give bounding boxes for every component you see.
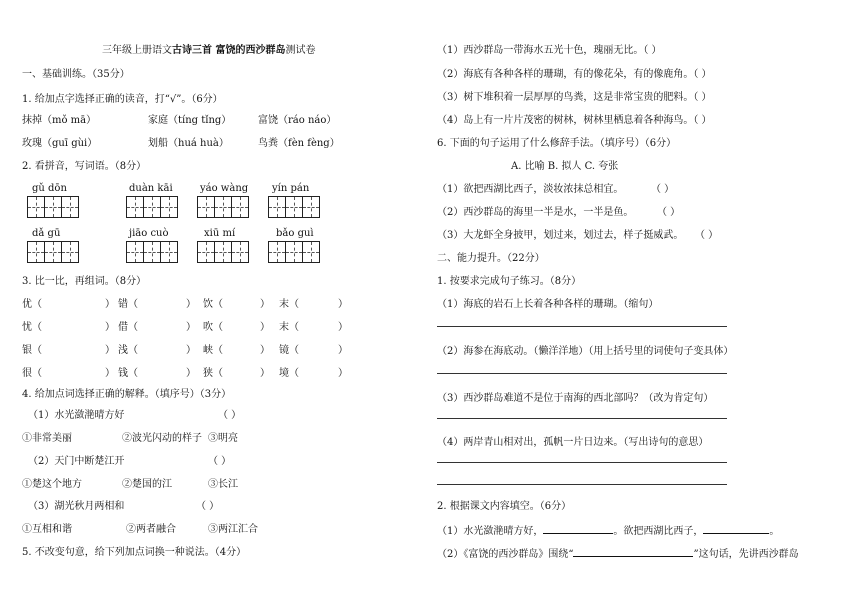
q3-blank[interactable]: ） <box>338 345 348 356</box>
q3-char: 吹（ <box>203 322 223 333</box>
p2-text: （1）水光潋滟晴方好， <box>437 526 544 537</box>
q3-char: 错（ <box>118 299 138 310</box>
p2-text: （2）《富饶的西沙群岛》围绕“ <box>437 549 574 560</box>
q1-pinyin-option[interactable]: （ráo náo） <box>278 115 337 126</box>
p1-item: （4）两岸青山相对出，孤帆一片日边来。（写出诗句的意思） <box>437 437 709 448</box>
q4-sentence: （2）天门中断楚江开 <box>28 456 125 467</box>
q3-blank[interactable]: ） <box>186 345 196 356</box>
answer-line[interactable] <box>437 462 727 463</box>
q4-option[interactable]: ②两者融合 <box>126 524 176 535</box>
q3-blank[interactable]: ） <box>260 299 270 310</box>
q6-options: A. 比喻 B. 拟人 C. 夸张 <box>511 161 619 172</box>
tianzige-box[interactable] <box>197 241 248 263</box>
q3-char: 借（ <box>118 322 138 333</box>
q5-item: （4）岛上有一片片茂密的树林，树林里栖息着各种海鸟。（ ） <box>437 115 712 126</box>
p1-item: （1）海底的岩石上长着各种各样的珊瑚。（缩句） <box>437 299 659 310</box>
q3-char: 镜（ <box>279 345 299 356</box>
p2-line1 <box>437 523 779 538</box>
q4-option[interactable]: ②波光闪动的样子 <box>122 433 202 444</box>
q3-char: 末（ <box>279 299 299 310</box>
tianzige-box[interactable] <box>126 241 177 263</box>
page-title <box>102 44 315 57</box>
q5-item: （3）树下堆积着一层厚厚的鸟粪，这是非常宝贵的肥料。（ ） <box>437 92 712 103</box>
tianzige-box[interactable] <box>27 241 78 263</box>
p2-text: 。欲把西湖比西子， <box>613 526 704 537</box>
q4-answer-paren[interactable]: （ ） <box>196 501 220 512</box>
p2-text: 。 <box>769 526 780 537</box>
q1-row1-item2 <box>148 114 231 127</box>
q6-item: （3）大龙虾全身披甲，划过来，划过去，样子挺威武。 <box>437 230 684 241</box>
answer-line[interactable] <box>437 326 727 327</box>
q5-stem: 5. 不改变句意，给下列加点词换一种说法。（4分） <box>22 547 247 558</box>
q1-row2 <box>22 137 97 150</box>
q1-pinyin-option[interactable]: （mǒ mā） <box>42 115 97 126</box>
q1-stem: 1. 给加点字选择正确的读音，打“√”。（6分） <box>22 94 223 105</box>
q2-pinyin: dǎ gū <box>32 228 61 239</box>
q3-char: 银（ <box>22 345 42 356</box>
tianzige-box[interactable] <box>268 241 319 263</box>
q4-sentence: （3）湖光秋月两相和 <box>28 501 125 512</box>
q4-option[interactable]: ③两江汇合 <box>208 524 258 535</box>
q1-row1 <box>22 114 96 127</box>
tianzige-box[interactable] <box>27 196 78 218</box>
p1-stem: 1. 按要求完成句子练习。（8分） <box>437 276 582 287</box>
q2-pinyin: bǎo guì <box>276 228 314 239</box>
q6-answer-paren[interactable]: （ ） <box>657 207 681 218</box>
q3-blank[interactable]: ） <box>186 299 196 310</box>
section-1-heading: 一、基础训练。（35分） <box>22 69 130 80</box>
title-suffix: 测试卷 <box>285 45 316 56</box>
q4-option[interactable]: ②楚国的江 <box>122 479 172 490</box>
fill-blank[interactable] <box>543 523 613 534</box>
q1-pinyin-option[interactable]: （fèn fèng） <box>278 138 340 149</box>
q3-blank[interactable]: ） <box>338 368 348 379</box>
fill-blank[interactable] <box>703 523 769 534</box>
q3-char: 浅（ <box>118 345 138 356</box>
q2-pinyin: yín pán <box>272 183 310 194</box>
q4-option[interactable]: ①互相和谐 <box>22 524 72 535</box>
q3-blank[interactable]: ） <box>186 322 196 333</box>
q3-blank[interactable]: ） <box>260 322 270 333</box>
q1-word: 抹掉 <box>22 115 42 126</box>
q2-pinyin: jiāo cuò <box>129 228 169 239</box>
q1-word: 家庭 <box>148 115 168 126</box>
tianzige-box[interactable] <box>126 196 177 218</box>
q6-answer-paren[interactable]: （ ） <box>695 230 719 241</box>
answer-line[interactable] <box>437 373 727 374</box>
q3-char: 优（ <box>22 299 42 310</box>
q1-row2-item3 <box>258 137 340 150</box>
q1-word: 玫瑰 <box>22 138 42 149</box>
q4-option[interactable]: ③长江 <box>208 479 238 490</box>
q6-item: （2）西沙群岛的海里一半是水，一半是鱼。 <box>437 207 634 218</box>
q2-pinyin: xiū mí <box>204 228 236 239</box>
title-bold: 古诗三首 富饶的西沙群岛 <box>172 45 286 56</box>
q4-option[interactable]: ①楚这个地方 <box>22 479 82 490</box>
answer-line[interactable] <box>437 484 727 485</box>
q1-row1-item3 <box>258 114 336 127</box>
q1-word: 富饶 <box>258 115 278 126</box>
q3-char: 境（ <box>279 368 299 379</box>
tianzige-box[interactable] <box>268 196 319 218</box>
q3-blank[interactable]: ） <box>105 322 115 333</box>
q1-pinyin-option[interactable]: （huá huà） <box>168 138 229 149</box>
q3-char: 很（ <box>22 368 42 379</box>
q1-word: 鸟粪 <box>258 138 278 149</box>
p1-item: （2）海参在海底动。（懒洋洋地）（用上括号里的词使句子变具体） <box>437 346 734 357</box>
q3-blank[interactable]: ） <box>338 299 348 310</box>
q6-answer-paren[interactable]: （ ） <box>651 184 675 195</box>
q1-word: 划船 <box>148 138 168 149</box>
q3-char: 饮（ <box>203 299 223 310</box>
q6-stem: 6. 下面的句子运用了什么修辞手法。（填序号）（6分） <box>437 138 677 149</box>
q2-pinyin: gǔ dōn <box>32 183 67 194</box>
q3-char: 峡（ <box>203 345 223 356</box>
q6-item: （1）欲把西湖比西子，淡妆浓抹总相宜。 <box>437 184 624 195</box>
q3-char: 末（ <box>279 322 299 333</box>
q3-stem: 3. 比一比，再组词。（8分） <box>22 276 147 287</box>
q3-char: 忧（ <box>22 322 42 333</box>
q3-char: 狭（ <box>203 368 223 379</box>
q2-pinyin: yáo wàng <box>200 183 249 194</box>
q3-blank[interactable]: ） <box>338 322 348 333</box>
tianzige-box[interactable] <box>197 196 248 218</box>
q1-pinyin-option[interactable]: （tíng tǐng） <box>168 115 232 126</box>
q3-blank[interactable]: ） <box>105 345 115 356</box>
q4-sentence: （1）水光潋滟晴方好 <box>28 410 125 421</box>
p2-line2 <box>437 546 799 561</box>
q1-pinyin-option[interactable]: （guī gùi） <box>42 138 98 149</box>
p2-stem: 2. 根据课文内容填空。（6分） <box>437 501 572 512</box>
q5-item: （2）海底有各种各样的珊瑚，有的像花朵，有的像鹿角。（ ） <box>437 69 712 80</box>
q2-stem: 2. 看拼音，写词语。（8分） <box>22 161 147 172</box>
q4-option[interactable]: ③明亮 <box>208 433 238 444</box>
q3-blank[interactable]: ） <box>260 345 270 356</box>
fill-blank[interactable] <box>573 546 693 557</box>
q3-blank[interactable]: ） <box>260 368 270 379</box>
q3-blank[interactable]: ） <box>105 368 115 379</box>
q4-answer-paren[interactable]: （ ） <box>208 456 232 467</box>
answer-line[interactable] <box>437 418 727 419</box>
q1-row2-item2 <box>148 137 229 150</box>
title-prefix: 三年级上册语文 <box>102 45 172 56</box>
p2-text: ”这句话，先讲西沙群岛 <box>693 549 799 560</box>
q3-blank[interactable]: ） <box>186 368 196 379</box>
section-2-heading: 二、能力提升。（22分） <box>437 253 545 264</box>
q3-blank[interactable]: ） <box>105 299 115 310</box>
q4-option[interactable]: ①非常美丽 <box>22 433 72 444</box>
q4-answer-paren[interactable]: （ ） <box>218 410 242 421</box>
q2-pinyin: duàn kāi <box>129 183 173 194</box>
p1-item: （3）西沙群岛难道不是位于南海的西北部吗？（改为肯定句） <box>437 393 714 404</box>
q5-item: （1）西沙群岛一带海水五光十色，瑰丽无比。（ ） <box>437 45 662 56</box>
q4-stem: 4. 给加点词选择正确的解释。（填序号）（3分） <box>22 389 232 400</box>
q3-char: 钱（ <box>118 368 138 379</box>
